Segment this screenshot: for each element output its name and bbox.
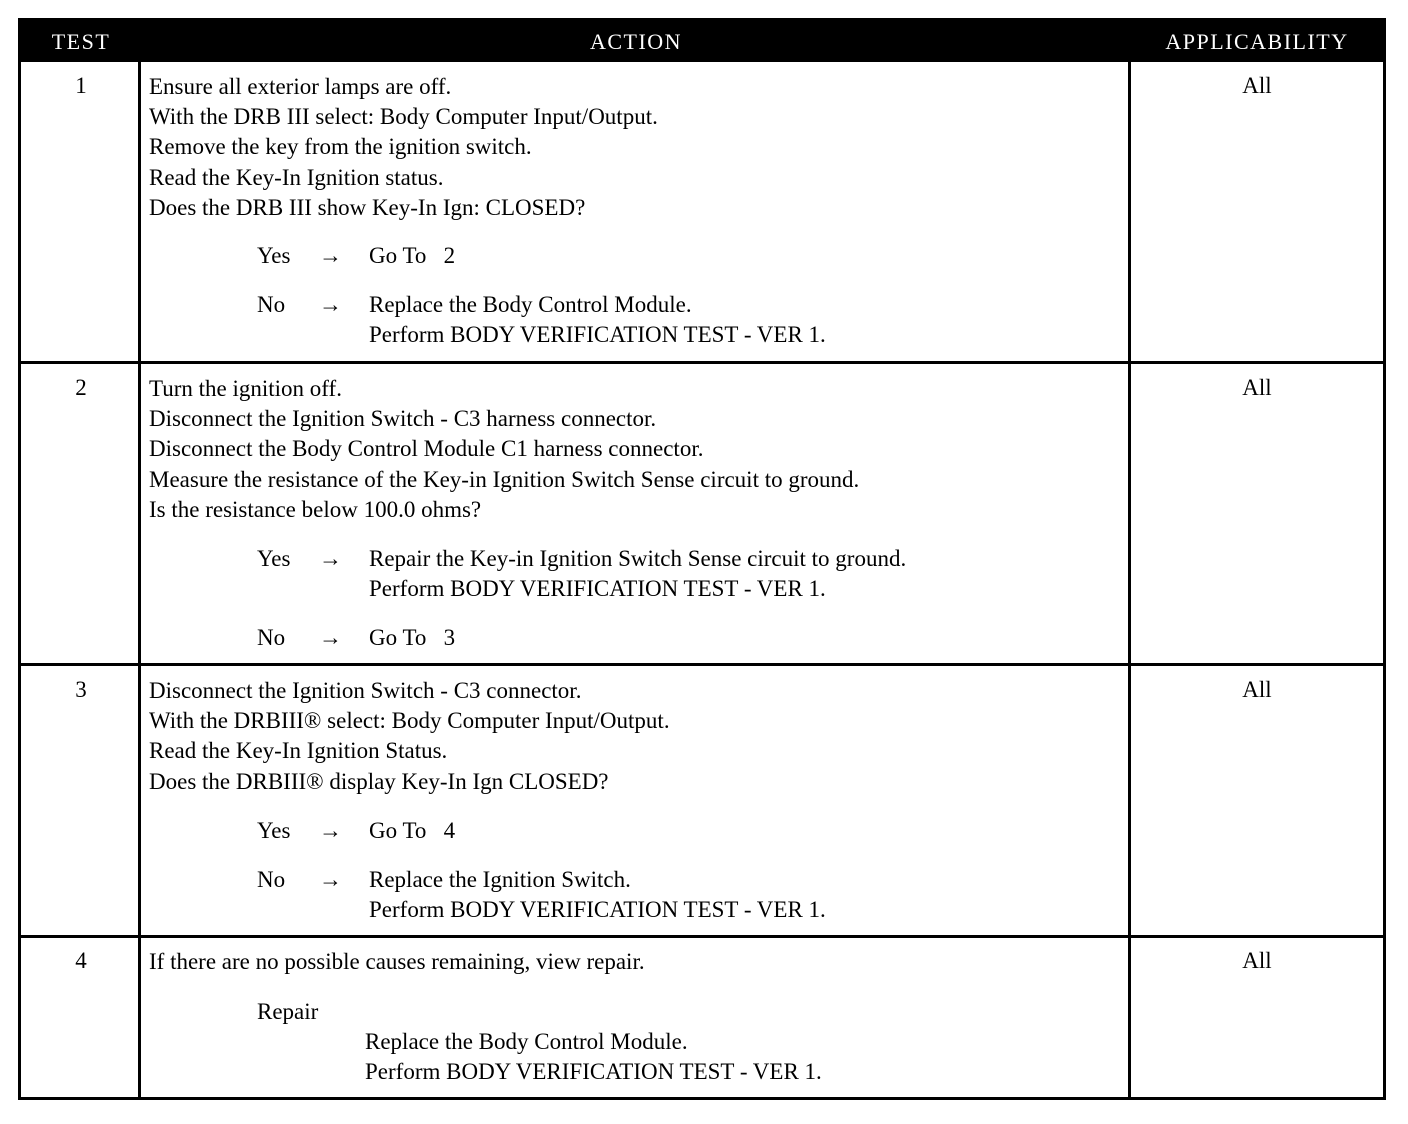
action-steps <box>149 676 1124 797</box>
action-step: Disconnect the Ignition Switch - C3 harness connector. <box>149 406 657 432</box>
column-divider <box>138 62 141 1097</box>
repair-label: Repair <box>257 999 319 1024</box>
action-step: Disconnect the Body Control Module C1 harness connector. <box>149 436 704 462</box>
action-step: Read the Key-In Ignition status. <box>149 164 444 190</box>
applicability-value: All <box>1242 73 1272 98</box>
yes-label: Yes <box>257 243 291 268</box>
no-response <box>257 623 1057 655</box>
action-step: Does the DRB III show Key-In Ign: CLOSED? <box>149 194 586 220</box>
no-outcome: Perform BODY VERIFICATION TEST - VER 1. <box>369 322 826 347</box>
yes-label: Yes <box>257 546 291 571</box>
yes-outcome: Go To 2 <box>369 243 456 268</box>
header-action: ACTION <box>589 29 683 54</box>
test-number: 4 <box>75 948 87 973</box>
header-applicability: APPLICABILITY <box>1165 29 1349 54</box>
action-step: Disconnect the Ignition Switch - C3 connector. <box>149 678 582 703</box>
table-header <box>21 21 1383 62</box>
arrow-icon: → <box>319 818 342 843</box>
yes-outcome: Go To 4 <box>369 818 456 843</box>
row-divider <box>21 663 1383 666</box>
header-test: TEST <box>51 29 111 54</box>
arrow-icon: → <box>319 292 342 317</box>
applicability-value: All <box>1242 375 1272 400</box>
action-step: If there are no possible causes remaining, view repair. <box>149 949 645 974</box>
test-number: 1 <box>75 73 87 98</box>
action-step: Turn the ignition off. <box>149 376 342 401</box>
no-outcome: Replace the Body Control Module. <box>369 292 692 317</box>
action-steps <box>149 72 1124 223</box>
arrow-icon: → <box>319 243 342 268</box>
action-steps <box>149 947 1124 977</box>
no-label: No <box>257 292 286 317</box>
test-number: 3 <box>75 677 87 702</box>
yes-response <box>257 241 1057 273</box>
arrow-icon: → <box>319 546 342 571</box>
no-label: No <box>257 867 286 892</box>
action-step: Ensure all exterior lamps are off. <box>149 74 452 99</box>
action-step: Remove the key from the ignition switch. <box>149 134 532 160</box>
yes-response <box>257 544 1157 606</box>
action-step: With the DRB III select: Body Computer Input/Output. <box>149 104 658 130</box>
test-number: 2 <box>75 375 87 400</box>
action-step: With the DRBIII® select: Body Computer Input/Output. <box>149 708 670 734</box>
action-step: Measure the resistance of the Key-in Ignition Switch Sense circuit to ground. <box>149 466 860 492</box>
repair-step: Perform BODY VERIFICATION TEST - VER 1. <box>365 1059 822 1084</box>
applicability-value: All <box>1242 677 1272 702</box>
arrow-icon: → <box>319 867 342 892</box>
yes-label: Yes <box>257 818 291 843</box>
no-response <box>257 290 1057 352</box>
row-divider <box>21 361 1383 364</box>
action-step: Is the resistance below 100.0 ohms? <box>149 496 482 522</box>
action-step: Does the DRBIII® display Key-In Ign CLOSED? <box>149 768 609 794</box>
arrow-icon: → <box>319 625 342 650</box>
applicability-value: All <box>1242 948 1272 973</box>
no-response <box>257 865 1057 927</box>
action-step: Read the Key-In Ignition Status. <box>149 738 448 764</box>
no-outcome: Go To 3 <box>369 625 456 650</box>
no-label: No <box>257 625 286 650</box>
diagnostic-table <box>18 18 1386 1100</box>
no-outcome: Replace the Ignition Switch. <box>369 867 631 892</box>
action-steps <box>149 374 1124 525</box>
yes-response <box>257 816 1057 848</box>
no-outcome: Perform BODY VERIFICATION TEST - VER 1. <box>369 897 826 922</box>
repair-step: Replace the Body Control Module. <box>365 1029 688 1054</box>
yes-outcome: Repair the Key-in Ignition Switch Sense circuit to ground. <box>369 546 907 571</box>
yes-outcome: Perform BODY VERIFICATION TEST - VER 1. <box>369 576 826 601</box>
row-divider <box>21 935 1383 938</box>
